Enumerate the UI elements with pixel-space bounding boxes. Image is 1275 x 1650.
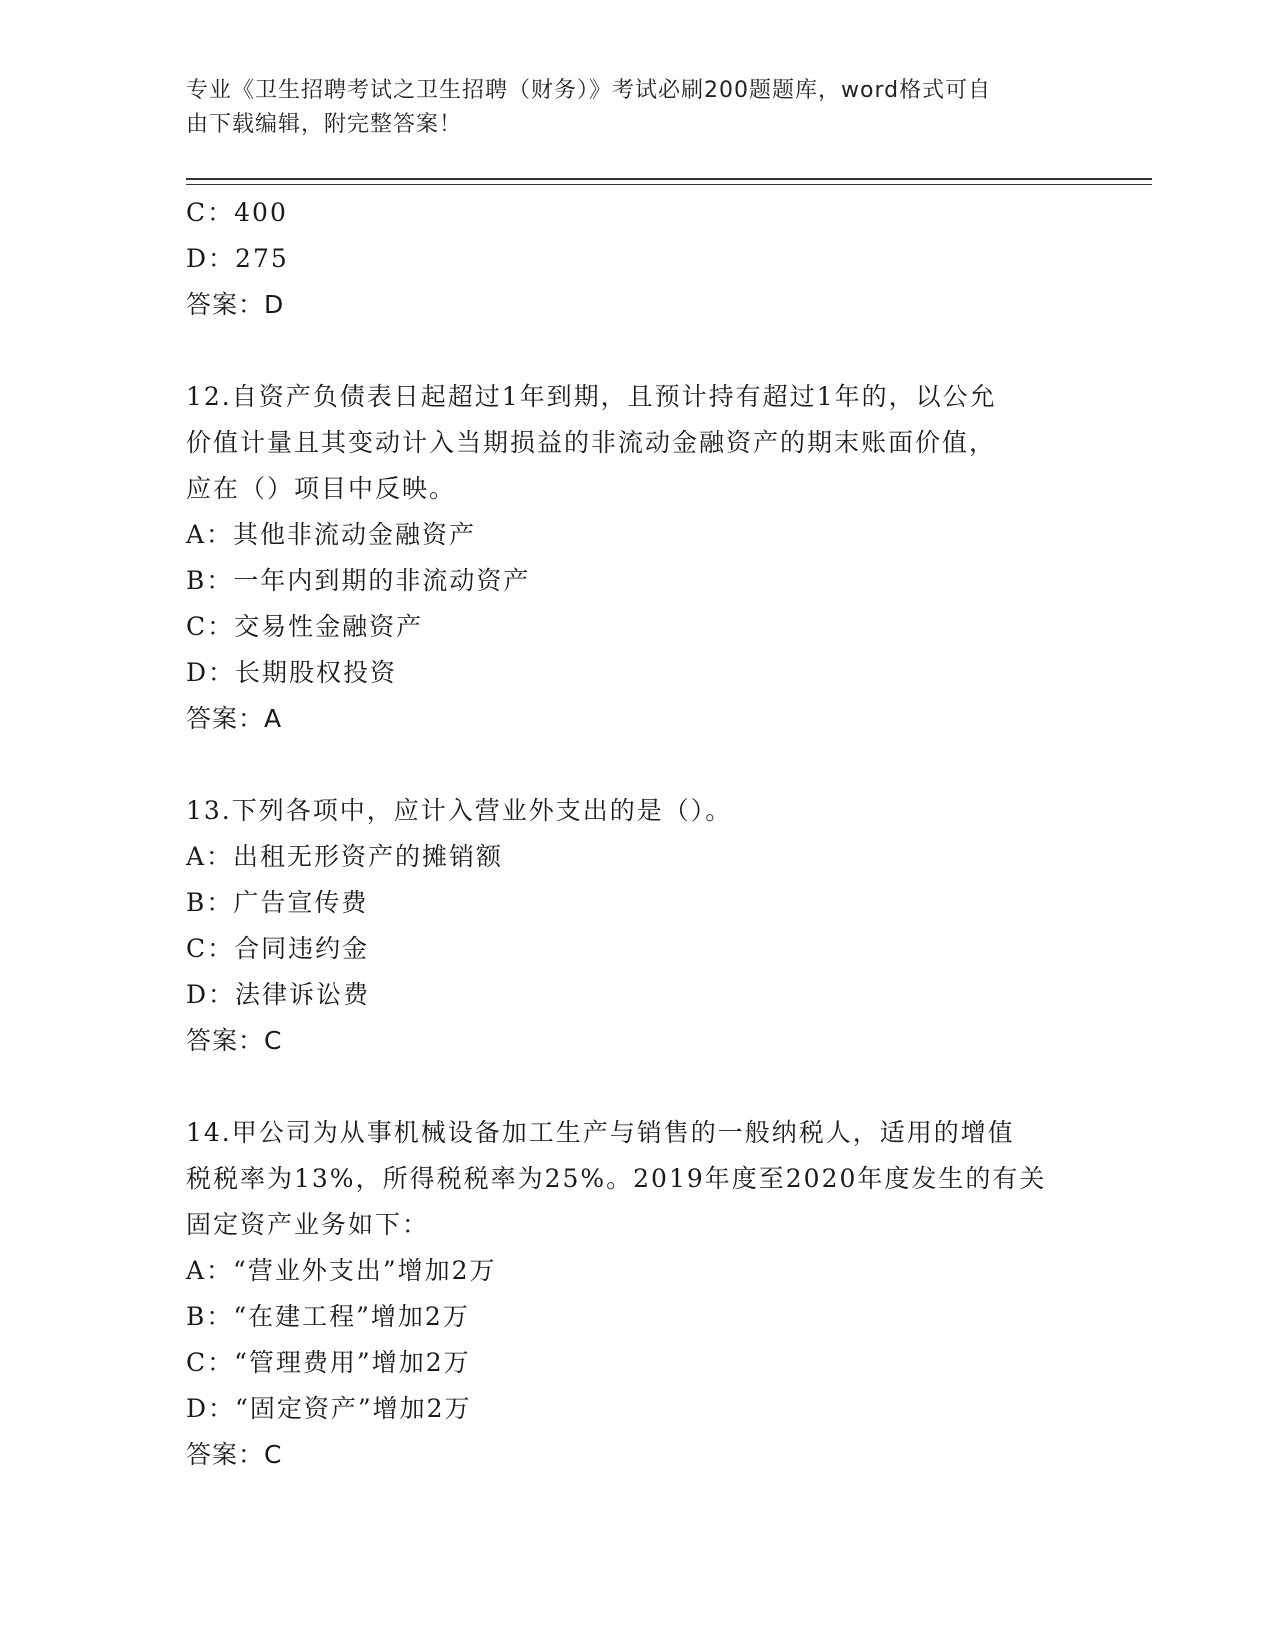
option-c: C：交易性金融资产 [186,612,424,641]
question-14 [186,1110,1086,1478]
spacer [186,1064,1086,1110]
option-d: D：法律诉讼费 [186,980,371,1009]
question-stem-line: 税税率为13%，所得税税率为25%。2019年度至2020年度发生的有关 [186,1164,1047,1193]
question-stem-line: 价值计量且其变动计入当期损益的非流动金融资产的期末账面价值， [186,428,997,457]
document-body [186,190,1086,1478]
answer-line: 答案：C [186,1440,283,1469]
option-c: C：400 [186,198,288,227]
answer-line: 答案：D [186,290,285,319]
option-a: A：“营业外支出”增加2万 [186,1256,497,1285]
question-stem-line: 13.下列各项中，应计入营业外支出的是（）。 [186,796,733,825]
option-d: D：“固定资产”增加2万 [186,1394,472,1423]
option-c: C：合同违约金 [186,934,370,963]
question-stem-line: 14.甲公司为从事机械设备加工生产与销售的一般纳税人，适用的增值 [186,1118,1015,1147]
header-line-1: 专业《卫生招聘考试之卫生招聘（财务）》考试必刷200题题库，word格式可自 [186,78,992,103]
option-b: B：广告宣传费 [186,888,369,917]
question-stem-line: 应在（）项目中反映。 [186,474,457,503]
answer-line: 答案：A [186,704,283,733]
header-divider-thin [186,184,1152,185]
question-13 [186,788,1086,1064]
option-a: A：出租无形资产的摊销额 [186,842,504,871]
spacer [186,328,1086,374]
answer-line: 答案：C [186,1026,283,1055]
question-12 [186,374,1086,742]
option-c: C：“管理费用”增加2万 [186,1348,471,1377]
continued-question [186,190,1086,328]
header-divider-thick [186,178,1152,180]
option-a: A：其他非流动金融资产 [186,520,477,549]
page-header [186,74,1066,142]
header-line-2: 由下载编辑，附完整答案！ [186,112,463,137]
option-d: D：长期股权投资 [186,658,398,687]
option-b: B：一年内到期的非流动资产 [186,566,531,595]
question-stem-line: 12.自资产负债表日起超过1年到期，且预计持有超过1年的，以公允 [186,382,997,411]
spacer [186,742,1086,788]
question-stem-line: 固定资产业务如下： [186,1210,430,1239]
option-d: D：275 [186,244,289,273]
option-b: B：“在建工程”增加2万 [186,1302,470,1331]
